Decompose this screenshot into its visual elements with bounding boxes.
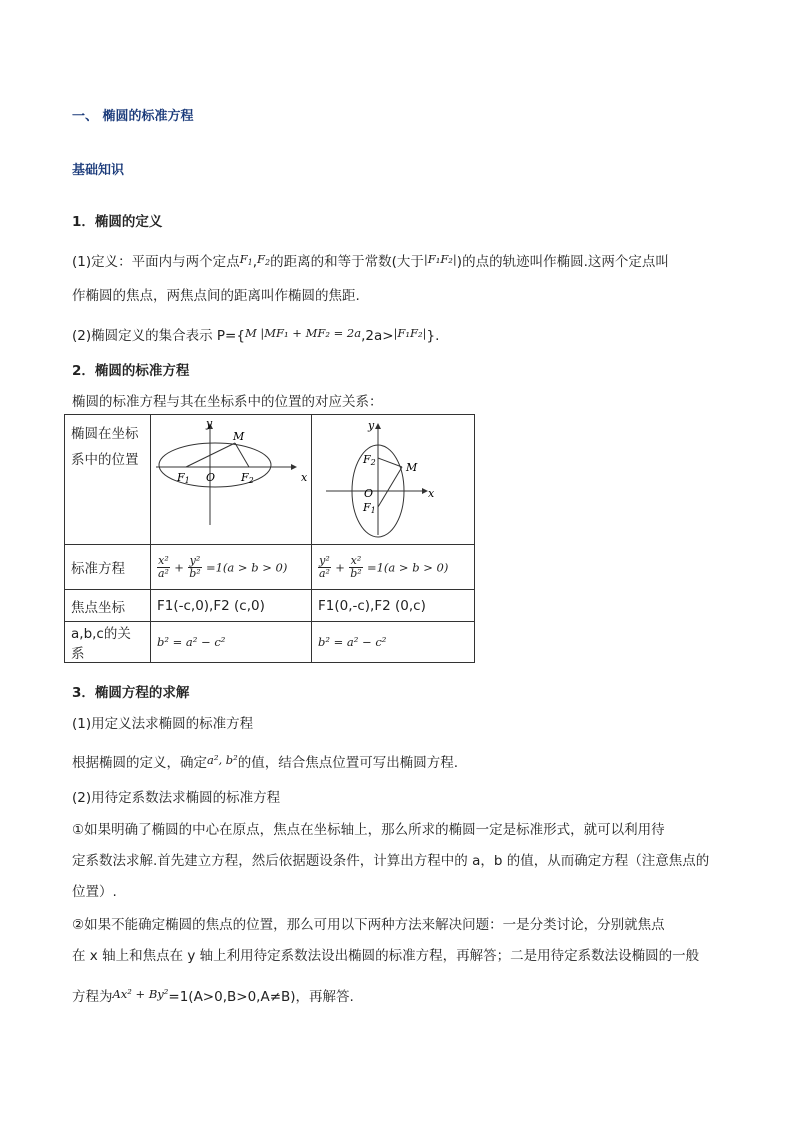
- equation-vertical: $\frac{\text{y²}}{\text{a²}}$ + $\frac{\text{x²}}{\text{b²}}$ =1(a > b > 0): [312, 545, 475, 590]
- figure-horizontal-cell: [151, 415, 312, 545]
- fig-h-f2-label: F2: [241, 471, 254, 485]
- table-row: [65, 415, 475, 545]
- fig-h-f1-label: F1: [177, 471, 190, 485]
- fig-h-m-label: M: [233, 430, 245, 443]
- table-row: [65, 590, 475, 622]
- table-row: [65, 622, 475, 663]
- fig-v-y-label: y: [368, 419, 375, 432]
- para1-line2: 定系数法求解.首先建立方程，然后依据题设条件，计算出方程中的 a，b 的值，从而确定方程（注意焦点的: [72, 853, 710, 869]
- fig-v-o-label: O: [364, 487, 374, 500]
- para2-line3: 方程为Ax² + By²=1(A>0,B>0,A≠B)，再解答.: [72, 987, 354, 1005]
- row-label-equation: 标准方程: [65, 545, 151, 590]
- row-label-relation: a,b,c的关系: [65, 622, 151, 663]
- fig-h-o-label: O: [206, 471, 216, 484]
- s2-intro: 椭圆的标准方程与其在坐标系中的位置的对应关系：: [72, 394, 383, 410]
- fig-v-x-label: x: [428, 487, 435, 500]
- set-mid: ,2a>: [361, 328, 394, 344]
- para2-line1: ②如果不能确定椭圆的焦点的位置，那么可用以下两种方法来解决问题：一是分类讨论，分别就焦点: [72, 917, 665, 933]
- foci-horizontal: F1(-c,0),F2 (c,0): [151, 590, 312, 622]
- fig-v-f1-label: F1: [363, 501, 376, 515]
- def-sep: ,: [252, 254, 257, 270]
- para1-line1: ①如果明确了椭圆的中心在原点，焦点在坐标轴上，那么所求的椭圆一定是标准形式，就可以利用待: [72, 822, 665, 838]
- table-row: [65, 545, 475, 590]
- def-prefix: (1)定义：平面内与两个定点: [72, 254, 240, 270]
- general-equation-expr: Ax² + By²: [112, 987, 169, 1001]
- para2-line2: 在 x 轴上和焦点在 y 轴上利用待定系数法设出椭圆的标准方程，再解答；二是用待定系数法设椭圆的一般: [72, 948, 700, 964]
- relation-vertical: b² = a² − c²: [318, 635, 387, 649]
- row-label-position: 椭圆在坐标 系中的位置: [65, 415, 151, 545]
- method1-title: (1)用定义法求椭圆的标准方程: [72, 716, 254, 732]
- set-representation: [72, 324, 439, 344]
- set-prefix: (2)椭圆定义的集合表示 P={: [72, 328, 245, 344]
- relation-horizontal: b² = a² − c²: [157, 635, 226, 649]
- relation-horizontal-cell: [151, 622, 312, 663]
- s3-heading: 3．椭圆方程的求解: [72, 685, 190, 701]
- s1-heading: 1．椭圆的定义: [72, 214, 163, 230]
- fig-v-m-label: M: [406, 461, 418, 474]
- set-suffix: }.: [426, 328, 440, 344]
- para1-line3: 位置）.: [72, 884, 117, 900]
- figure-vertical-cell: [312, 415, 475, 545]
- definition-line1: [72, 250, 669, 270]
- set-dist-expr: |F₁F₂|: [393, 326, 427, 340]
- definition-line2: 作椭圆的焦点，两焦点间的距离叫作椭圆的焦距.: [72, 288, 360, 304]
- basics-label: 基础知识: [72, 163, 125, 178]
- def-dist-expr: |F₁F₂|: [423, 252, 457, 266]
- relation-vertical-cell: [312, 622, 475, 663]
- set-expr: M |MF₁ + MF₂ = 2a: [244, 326, 362, 340]
- fig-v-f2-label: F2: [363, 453, 376, 467]
- row-label-foci: 焦点坐标: [65, 590, 151, 622]
- method2-title: (2)用待定系数法求椭圆的标准方程: [72, 790, 281, 806]
- def-suffix: )的点的轨迹叫作椭圆.这两个定点叫: [456, 254, 669, 270]
- foci-vertical: F1(0,-c),F2 (0,c): [312, 590, 475, 622]
- s2-heading: 2．椭圆的标准方程: [72, 363, 190, 379]
- f2-symbol: $F_2$: [257, 252, 271, 267]
- vertical-ellipse-figure: [312, 415, 474, 540]
- m1-expr: a², b²: [207, 753, 238, 767]
- method1-text: 根据椭圆的定义，确定a², b²的值，结合焦点位置可写出椭圆方程.: [72, 753, 459, 771]
- section-title: 一、 椭圆的标准方程: [72, 109, 194, 124]
- horizontal-ellipse-figure: [151, 415, 311, 540]
- f1-symbol: $F_1$: [239, 252, 253, 267]
- fig-h-x-label: x: [301, 471, 308, 484]
- def-mid: 的距离的和等于常数(大于: [270, 254, 424, 270]
- equation-horizontal: $\frac{\text{x²}}{\text{a²}}$ + $\frac{\text{y²}}{\text{b²}}$ =1(a > b > 0): [151, 545, 312, 590]
- fig-h-y-label: y: [206, 417, 213, 430]
- ellipse-table: [64, 414, 475, 663]
